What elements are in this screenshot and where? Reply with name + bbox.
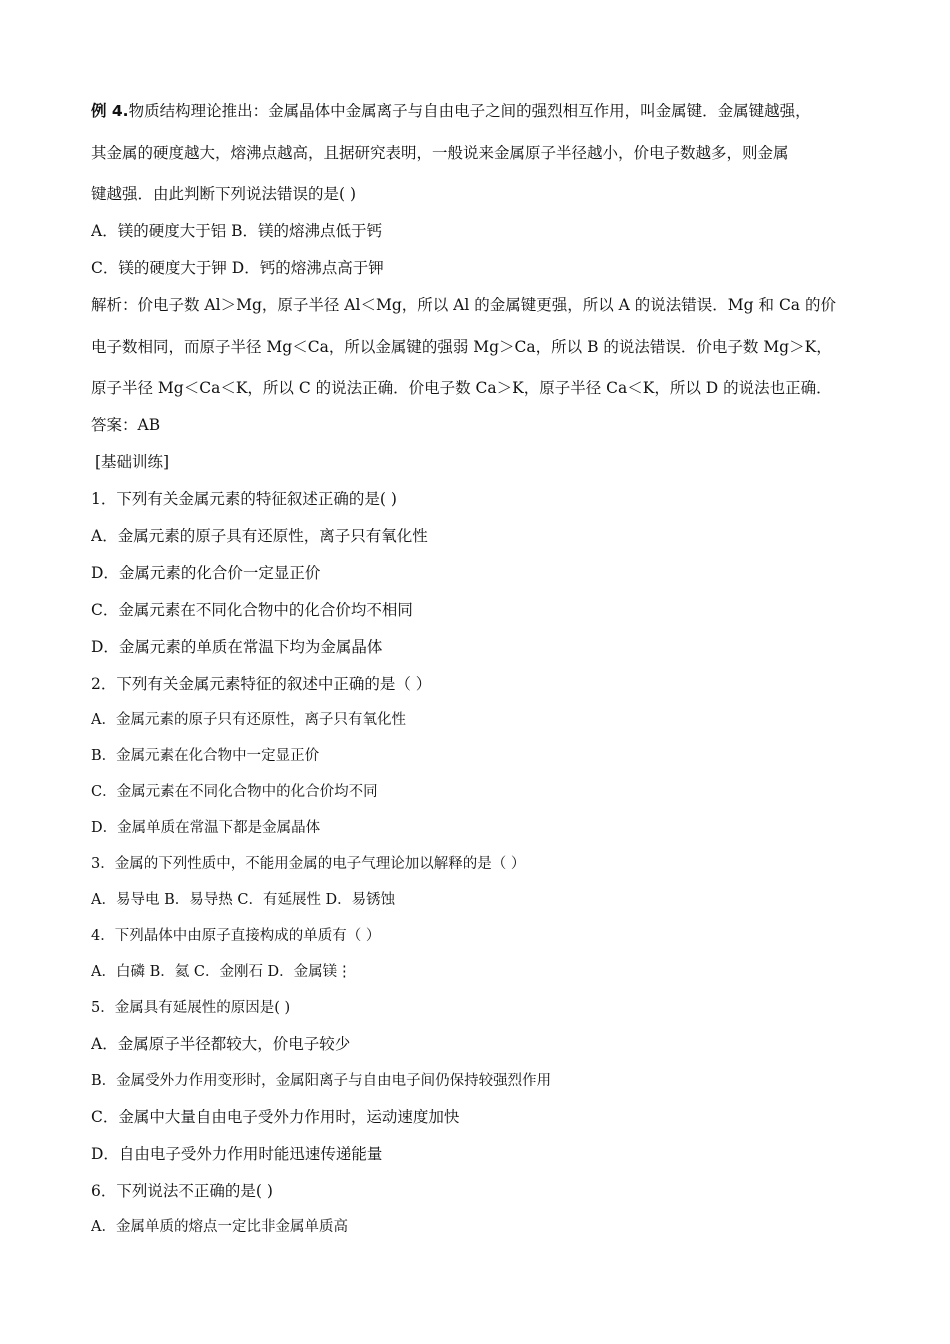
question-line: 4．下列晶体中由原子直接构成的单质有（ ） [91, 928, 381, 944]
example-option: C．镁的硬度大于钾 D．钙的熔沸点高于钾 [91, 259, 384, 277]
question-line: A．金属元素的原子具有还原性，离子只有氧化性 [91, 527, 428, 545]
question-line: 1．下列有关金属元素的特征叙述正确的是( ) [91, 490, 397, 508]
question-line: D．金属单质在常温下都是金属晶体 [91, 820, 321, 836]
question-line: A．金属原子半径都较大，价电子较少 [91, 1035, 351, 1053]
question-line: B．金属元素在化合物中一定显正价 [91, 748, 320, 764]
example-line: 其金属的硬度越大，熔沸点越高，且据研究表明，一般说来金属原子半径越小，价电子数越多，则金属 [91, 144, 789, 162]
question-line: D．自由电子受外力作用时能迅速传递能量 [91, 1145, 383, 1163]
example-line: 键越强．由此判断下列说法错误的是( ) [91, 185, 357, 203]
analysis-line: 电子数相同，而原子半径 Mg＜Ca，所以金属键的强弱 Mg＞Ca，所以 B 的说法错误．价电子数 Mg＞K， [91, 338, 832, 356]
example-line: 例 4.物质结构理论推出：金属晶体中金属离子与自由电子之间的强烈相互作用，叫金属键．金属键越强， [91, 102, 811, 120]
section-title: [基础训练] [95, 453, 170, 471]
question-line: C．金属元素在不同化合物中的化合价均不相同 [91, 601, 413, 619]
question-line: C．金属中大量自由电子受外力作用时，运动速度加快 [91, 1108, 460, 1126]
question-line: B．金属受外力作用变形时，金属阳离子与自由电子间仍保持较强烈作用 [91, 1073, 552, 1089]
question-line: A．白磷 B．氦 C．金刚石 D．金属镁⋮ [91, 964, 352, 980]
question-line: A．金属元素的原子只有还原性，离子只有氧化性 [91, 712, 406, 728]
question-line: 2．下列有关金属元素特征的叙述中正确的是（ ） [91, 675, 432, 693]
answer-line: 答案：AB [91, 416, 161, 434]
analysis-line: 原子半径 Mg＜Ca＜K，所以 C 的说法正确．价电子数 Ca＞K，原子半径 Ca＜K，所以 D 的说法也正确． [91, 379, 832, 397]
question-line: A．易导电 B．易导热 C．有延展性 D．易锈蚀 [91, 892, 396, 908]
example-label: 例 4. [91, 102, 129, 120]
analysis-line: 解析：价电子数 Al＞Mg，原子半径 Al＜Mg，所以 Al 的金属键更强，所以 A 的说法错误．Mg 和 Ca 的价 [91, 296, 836, 314]
example-option: A．镁的硬度大于铝 B．镁的熔沸点低于钙 [91, 222, 383, 240]
question-line: 5．金属具有延展性的原因是( ) [91, 1000, 291, 1016]
question-line: D．金属元素的化合价一定显正价 [91, 564, 321, 582]
question-line: A．金属单质的熔点一定比非金属单质高 [91, 1219, 348, 1235]
question-line: C．金属元素在不同化合物中的化合价均不同 [91, 784, 378, 800]
question-line: 3．金属的下列性质中，不能用金属的电子气理论加以解释的是（ ） [91, 856, 526, 872]
question-line: 6．下列说法不正确的是( ) [91, 1182, 273, 1200]
question-line: D．金属元素的单质在常温下均为金属晶体 [91, 638, 383, 656]
